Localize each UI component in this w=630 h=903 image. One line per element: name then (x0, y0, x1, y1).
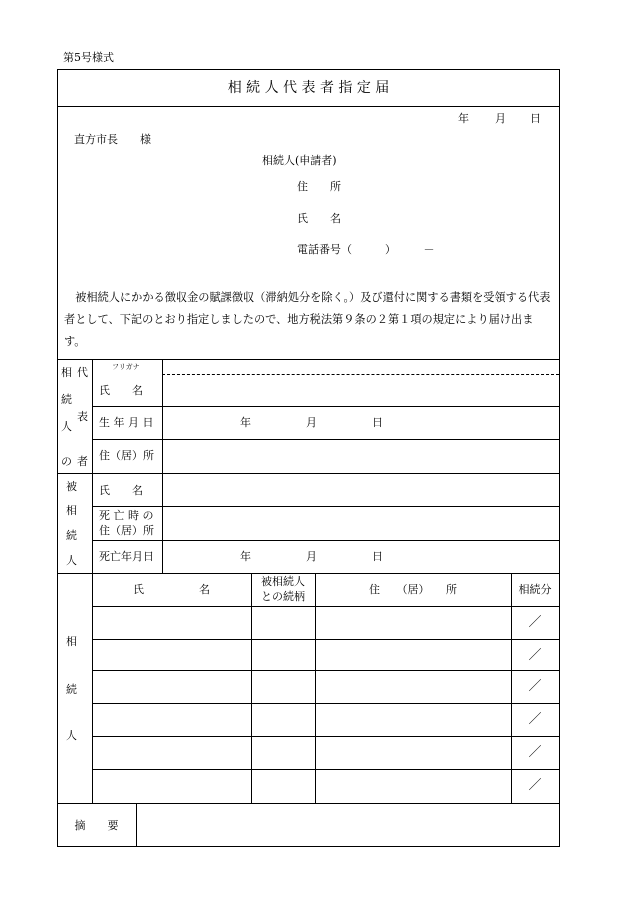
rep-name-field[interactable] (166, 377, 556, 403)
heir-row[interactable] (93, 671, 559, 703)
heirs-header-name: 氏 名 (133, 583, 210, 596)
heir-share-slash: ／ (528, 712, 542, 727)
date-day-label: 日 (530, 112, 541, 125)
section-divider-deceased (57, 473, 560, 474)
addressee: 直方市長 様 (74, 133, 151, 146)
heirs-side-3: 人 (66, 729, 77, 742)
rep-label-col-line (92, 359, 93, 574)
rep-row-line-2 (92, 439, 559, 440)
remarks-field[interactable] (140, 807, 556, 843)
frame-bottom (57, 846, 560, 847)
rep-address-field[interactable] (166, 443, 556, 469)
deceased-side-2: 相 (66, 504, 77, 517)
deceased-address-field[interactable] (166, 510, 556, 536)
heirs-side-2: 続 (66, 683, 77, 696)
rep-row-line-1 (92, 406, 559, 407)
heir-row[interactable] (93, 607, 559, 639)
form-title: 相 続 人 代 表 者 指 定 届 (227, 80, 390, 96)
heir-share-slash: ／ (528, 615, 542, 630)
rep-name-label: 氏 名 (99, 384, 143, 397)
heir-share-slash: ／ (528, 778, 542, 793)
deceased-row-line-1 (92, 506, 559, 507)
rep-address-label: 住（居）所 (99, 449, 154, 462)
section-divider-heirs (57, 573, 560, 574)
deceased-row-line-2 (92, 540, 559, 541)
heirs-header-share: 相続分 (518, 583, 552, 596)
heirs-header-relation-1: 被相続人 (261, 575, 305, 588)
applicant-name-label: 氏 名 (297, 212, 341, 225)
section-divider-rep (57, 359, 560, 360)
rep-side-5: 代 (77, 366, 88, 379)
deceased-death-date[interactable]: 年 月 日 (240, 550, 383, 563)
heir-share-slash: ／ (528, 745, 542, 760)
remarks-label: 摘 要 (74, 819, 119, 832)
rep-birth-label: 生 年 月 日 (99, 416, 154, 429)
deceased-side-4: 人 (66, 554, 77, 567)
applicant-phone-label: 電話番号（ ） － (297, 243, 435, 256)
furigana-divider (162, 374, 559, 375)
heir-row[interactable] (93, 770, 559, 803)
heir-share-slash: ／ (528, 679, 542, 694)
heirs-side-1: 相 (66, 635, 77, 648)
deceased-side-1: 被 (66, 480, 77, 493)
heir-row[interactable] (93, 737, 559, 769)
rep-side-1: 相 (61, 366, 72, 379)
heir-share-slash: ／ (528, 648, 542, 663)
frame-top (57, 69, 560, 70)
furigana-label: フリガナ (112, 363, 140, 371)
form-number: 第5号様式 (63, 51, 114, 64)
applicant-address-label: 住 所 (297, 180, 341, 193)
rep-side-2: 続 (61, 393, 72, 406)
deceased-address-label-2: 住（居）所 (99, 524, 154, 537)
remarks-col-line (136, 803, 137, 846)
heirs-header-relation-2: との続柄 (261, 590, 305, 603)
applicant-heading: 相続人(申請者) (262, 154, 337, 167)
rep-birth-date[interactable]: 年 月 日 (240, 416, 383, 429)
deceased-side-3: 続 (66, 529, 77, 542)
title-divider (57, 106, 560, 107)
rep-side-3: 人 (61, 420, 72, 433)
heir-row[interactable] (93, 704, 559, 736)
rep-side-7: 者 (77, 455, 88, 468)
deceased-death-label: 死亡年月日 (99, 550, 154, 563)
deceased-address-label-1: 死 亡 時 の (99, 509, 154, 522)
rep-value-col-line (162, 359, 163, 574)
deceased-name-field[interactable] (166, 477, 556, 503)
heirs-header-address: 住 （居） 所 (369, 583, 457, 596)
rep-side-6: 表 (77, 410, 88, 423)
date-year-label: 年 (458, 112, 469, 125)
frame-right (559, 69, 560, 847)
rep-side-4: の (61, 455, 72, 468)
section-divider-remarks (57, 803, 560, 804)
deceased-name-label: 氏 名 (99, 484, 143, 497)
frame-left (57, 69, 58, 847)
heir-row[interactable] (93, 640, 559, 670)
declaration-text: 被相続人にかかる徴収金の賦課徴収（滞納処分を除く。）及び還付に関する書類を受領する代表者として、下記のとおり指定しましたので、地方税法第９条の２第１項の規定により届け出ます。 (64, 291, 551, 348)
date-month-label: 月 (495, 112, 506, 125)
